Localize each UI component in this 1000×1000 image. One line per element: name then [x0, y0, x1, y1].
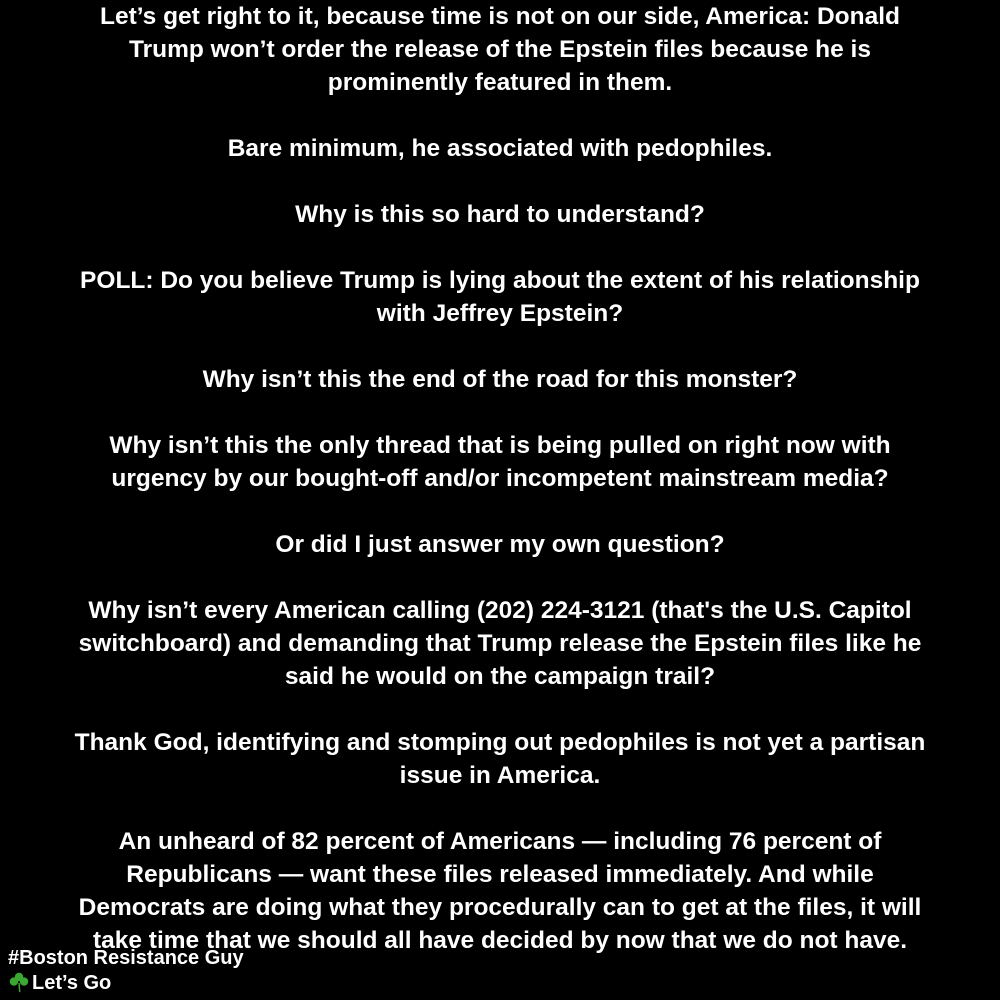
text-line: prominently featured in them. [327, 69, 673, 96]
text-line: Bare minimum, he associated with pedophiles. [227, 135, 773, 162]
paragraph-10 [0, 825, 1000, 957]
paragraph-6 [0, 429, 1000, 495]
paragraph-2 [0, 132, 1000, 165]
text-line: Why isn’t this the only thread that is being pulled on right now with [109, 432, 891, 459]
text-line: Or did I just answer my own question? [275, 531, 725, 558]
paragraph-5 [0, 363, 1000, 396]
text-line: Trump won’t order the release of the Epstein files because he is [128, 36, 871, 63]
text-line: Why is this so hard to understand? [295, 201, 705, 228]
shamrock-icon [8, 971, 30, 993]
text-line: issue in America. [399, 762, 601, 789]
paragraph-8 [0, 594, 1000, 693]
paragraph-3 [0, 198, 1000, 231]
text-line: said he would on the campaign trail? [284, 663, 716, 690]
text-line: Let’s get right to it, because time is not on our side, America: Donald [100, 3, 900, 30]
text-line: switchboard) and demanding that Trump release the Epstein files like he [78, 630, 922, 657]
paragraph-1 [0, 0, 1000, 99]
text-line: Democrats are doing what they procedurally can to get at the files, it will [78, 894, 922, 921]
text-line: urgency by our bought-off and/or incompetent mainstream media? [111, 465, 889, 492]
signoff-line [8, 971, 244, 996]
text-line: with Jeffrey Epstein? [376, 300, 624, 327]
signoff-text: Let’s Go [32, 972, 112, 994]
text-line: Why isn’t every American calling (202) 224-3121 (that's the U.S. Capitol [88, 597, 912, 624]
paragraph-4 [0, 264, 1000, 330]
text-line: POLL: Do you believe Trump is lying about the extent of his relationship [80, 267, 920, 294]
hashtag: #Boston Resistance Guy [8, 947, 244, 969]
text-line: An unheard of 82 percent of Americans — including 76 percent of [118, 828, 882, 855]
text-line: Thank God, identifying and stomping out pedophiles is not yet a partisan [74, 729, 926, 756]
text-line: Why isn’t this the end of the road for this monster? [202, 366, 798, 393]
text-line: Republicans — want these files released immediately. And while [126, 861, 874, 888]
text-line: take time that we should all have decided by now that we do not have. [92, 927, 908, 954]
paragraph-7 [0, 528, 1000, 561]
signature [8, 946, 244, 996]
paragraph-9 [0, 726, 1000, 792]
